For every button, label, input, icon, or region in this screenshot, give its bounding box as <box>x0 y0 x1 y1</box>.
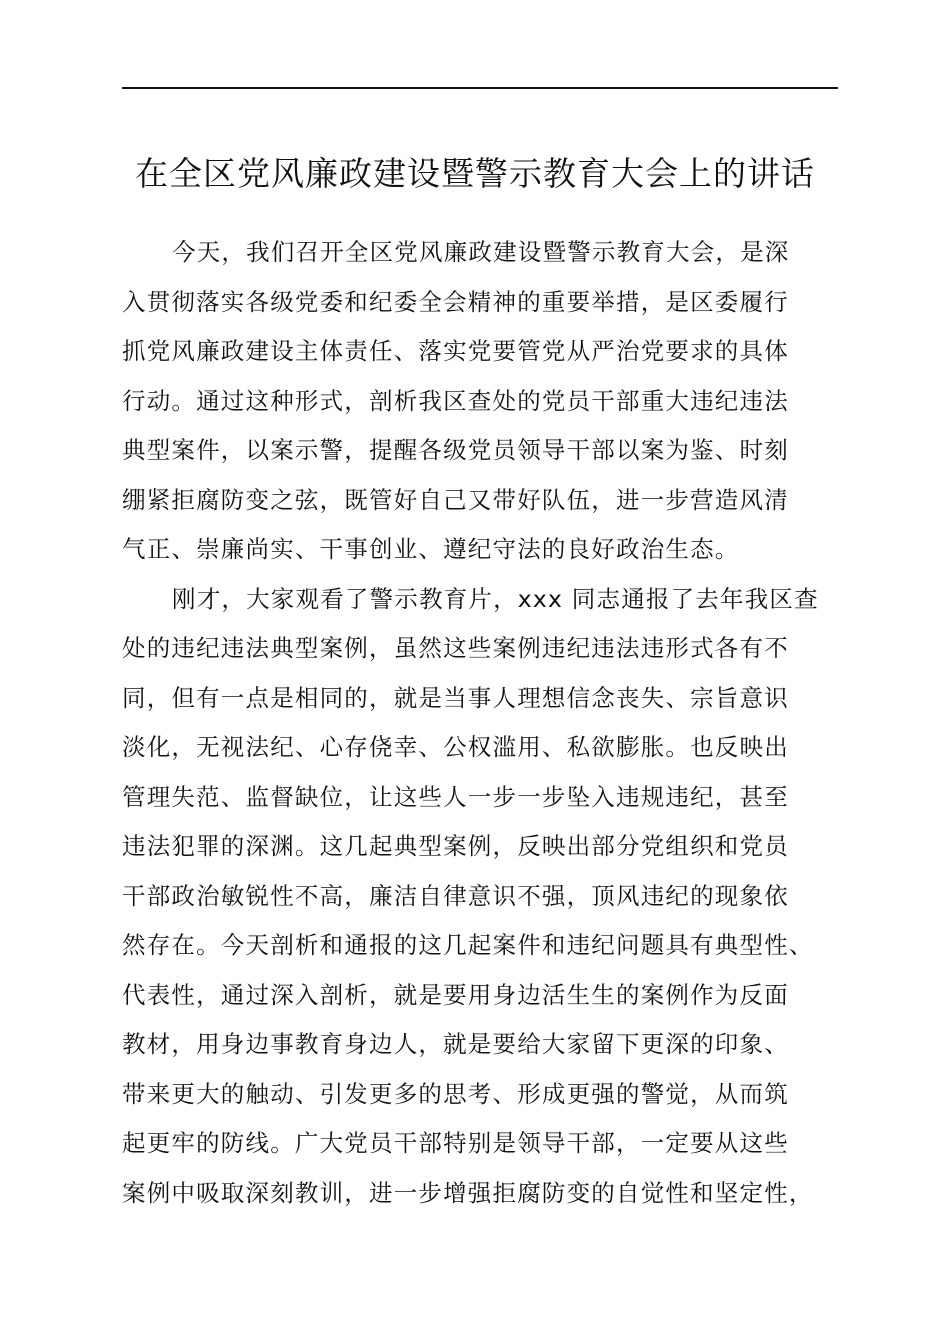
paragraph-1-line-1: 今天，我们召开全区党风廉政建设暨警示教育大会，是深 <box>172 238 790 266</box>
paragraph-1-line-3: 抓党风廉政建设主体责任、落实党要管党从严治党要求的具体 <box>122 337 789 365</box>
paragraph-2-line-8: 然存在。今天剖析和通报的这几起案件和违纪问题具有典型性、 <box>122 931 814 959</box>
header-rule <box>122 87 838 89</box>
paragraph-1-line-7: 气正、崇廉尚实、干事创业、遵纪守法的良好政治生态。 <box>122 535 740 563</box>
paragraph-1-line-2: 入贯彻落实各级党委和纪委全会精神的重要举措，是区委履行 <box>122 287 789 316</box>
paragraph-2-line-10: 教材，用身边事教育身边人，就是要给大家留下更深的印象、 <box>122 1030 789 1058</box>
paragraph-2-line-3: 同，但有一点是相同的，就是当事人理想信念丧失、宗旨意识 <box>122 683 789 712</box>
paragraph-1-line-5: 典型案件，以案示警，提醒各级党员领导干部以案为鉴、时刻 <box>122 436 789 464</box>
document-title: 在全区党风廉政建设暨警示教育大会上的讲话 <box>135 154 815 193</box>
document-body <box>122 228 838 1218</box>
paragraph-2-line-2: 处的违纪违法典型案例，虽然这些案例违纪违法违形式各有不 <box>122 634 789 662</box>
paragraph-1-line-6: 绷紧拒腐防变之弦，既管好自己又带好队伍，进一步营造风清 <box>122 485 789 514</box>
paragraph-1-line-4: 行动。通过这种形式，剖析我区查处的党员干部重大违纪违法 <box>122 386 789 415</box>
paragraph-2-line-1: 刚才，大家观看了警示教育片，xxx 同志通报了去年我区查 <box>172 584 819 613</box>
paragraph-2-line-9: 代表性，通过深入剖析，就是要用身边活生生的案例作为反面 <box>122 980 789 1009</box>
paragraph-2-line-5: 管理失范、监督缺位，让这些人一步一步坠入违规违纪，甚至 <box>122 782 789 811</box>
paragraph-2-line-7: 干部政治敏锐性不高，廉洁自律意识不强，顶风违纪的现象依 <box>122 881 789 910</box>
paragraph-2-line-6: 违法犯罪的深渊。这几起典型案例，反映出部分党组织和党员 <box>122 832 789 860</box>
paragraph-2-line-12: 起更牢的防线。广大党员干部特别是领导干部，一定要从这些 <box>122 1129 789 1157</box>
paragraph-2-line-4: 淡化，无视法纪、心存侥幸、公权滥用、私欲膨胀。也反映出 <box>122 733 789 761</box>
paragraph-2-line-13: 案例中吸取深刻教训，进一步增强拒腐防变的自觉性和坚定性， <box>122 1178 814 1207</box>
paragraph-2-line-11: 带来更大的触动、引发更多的思考、形成更强的警觉，从而筑 <box>122 1079 789 1108</box>
